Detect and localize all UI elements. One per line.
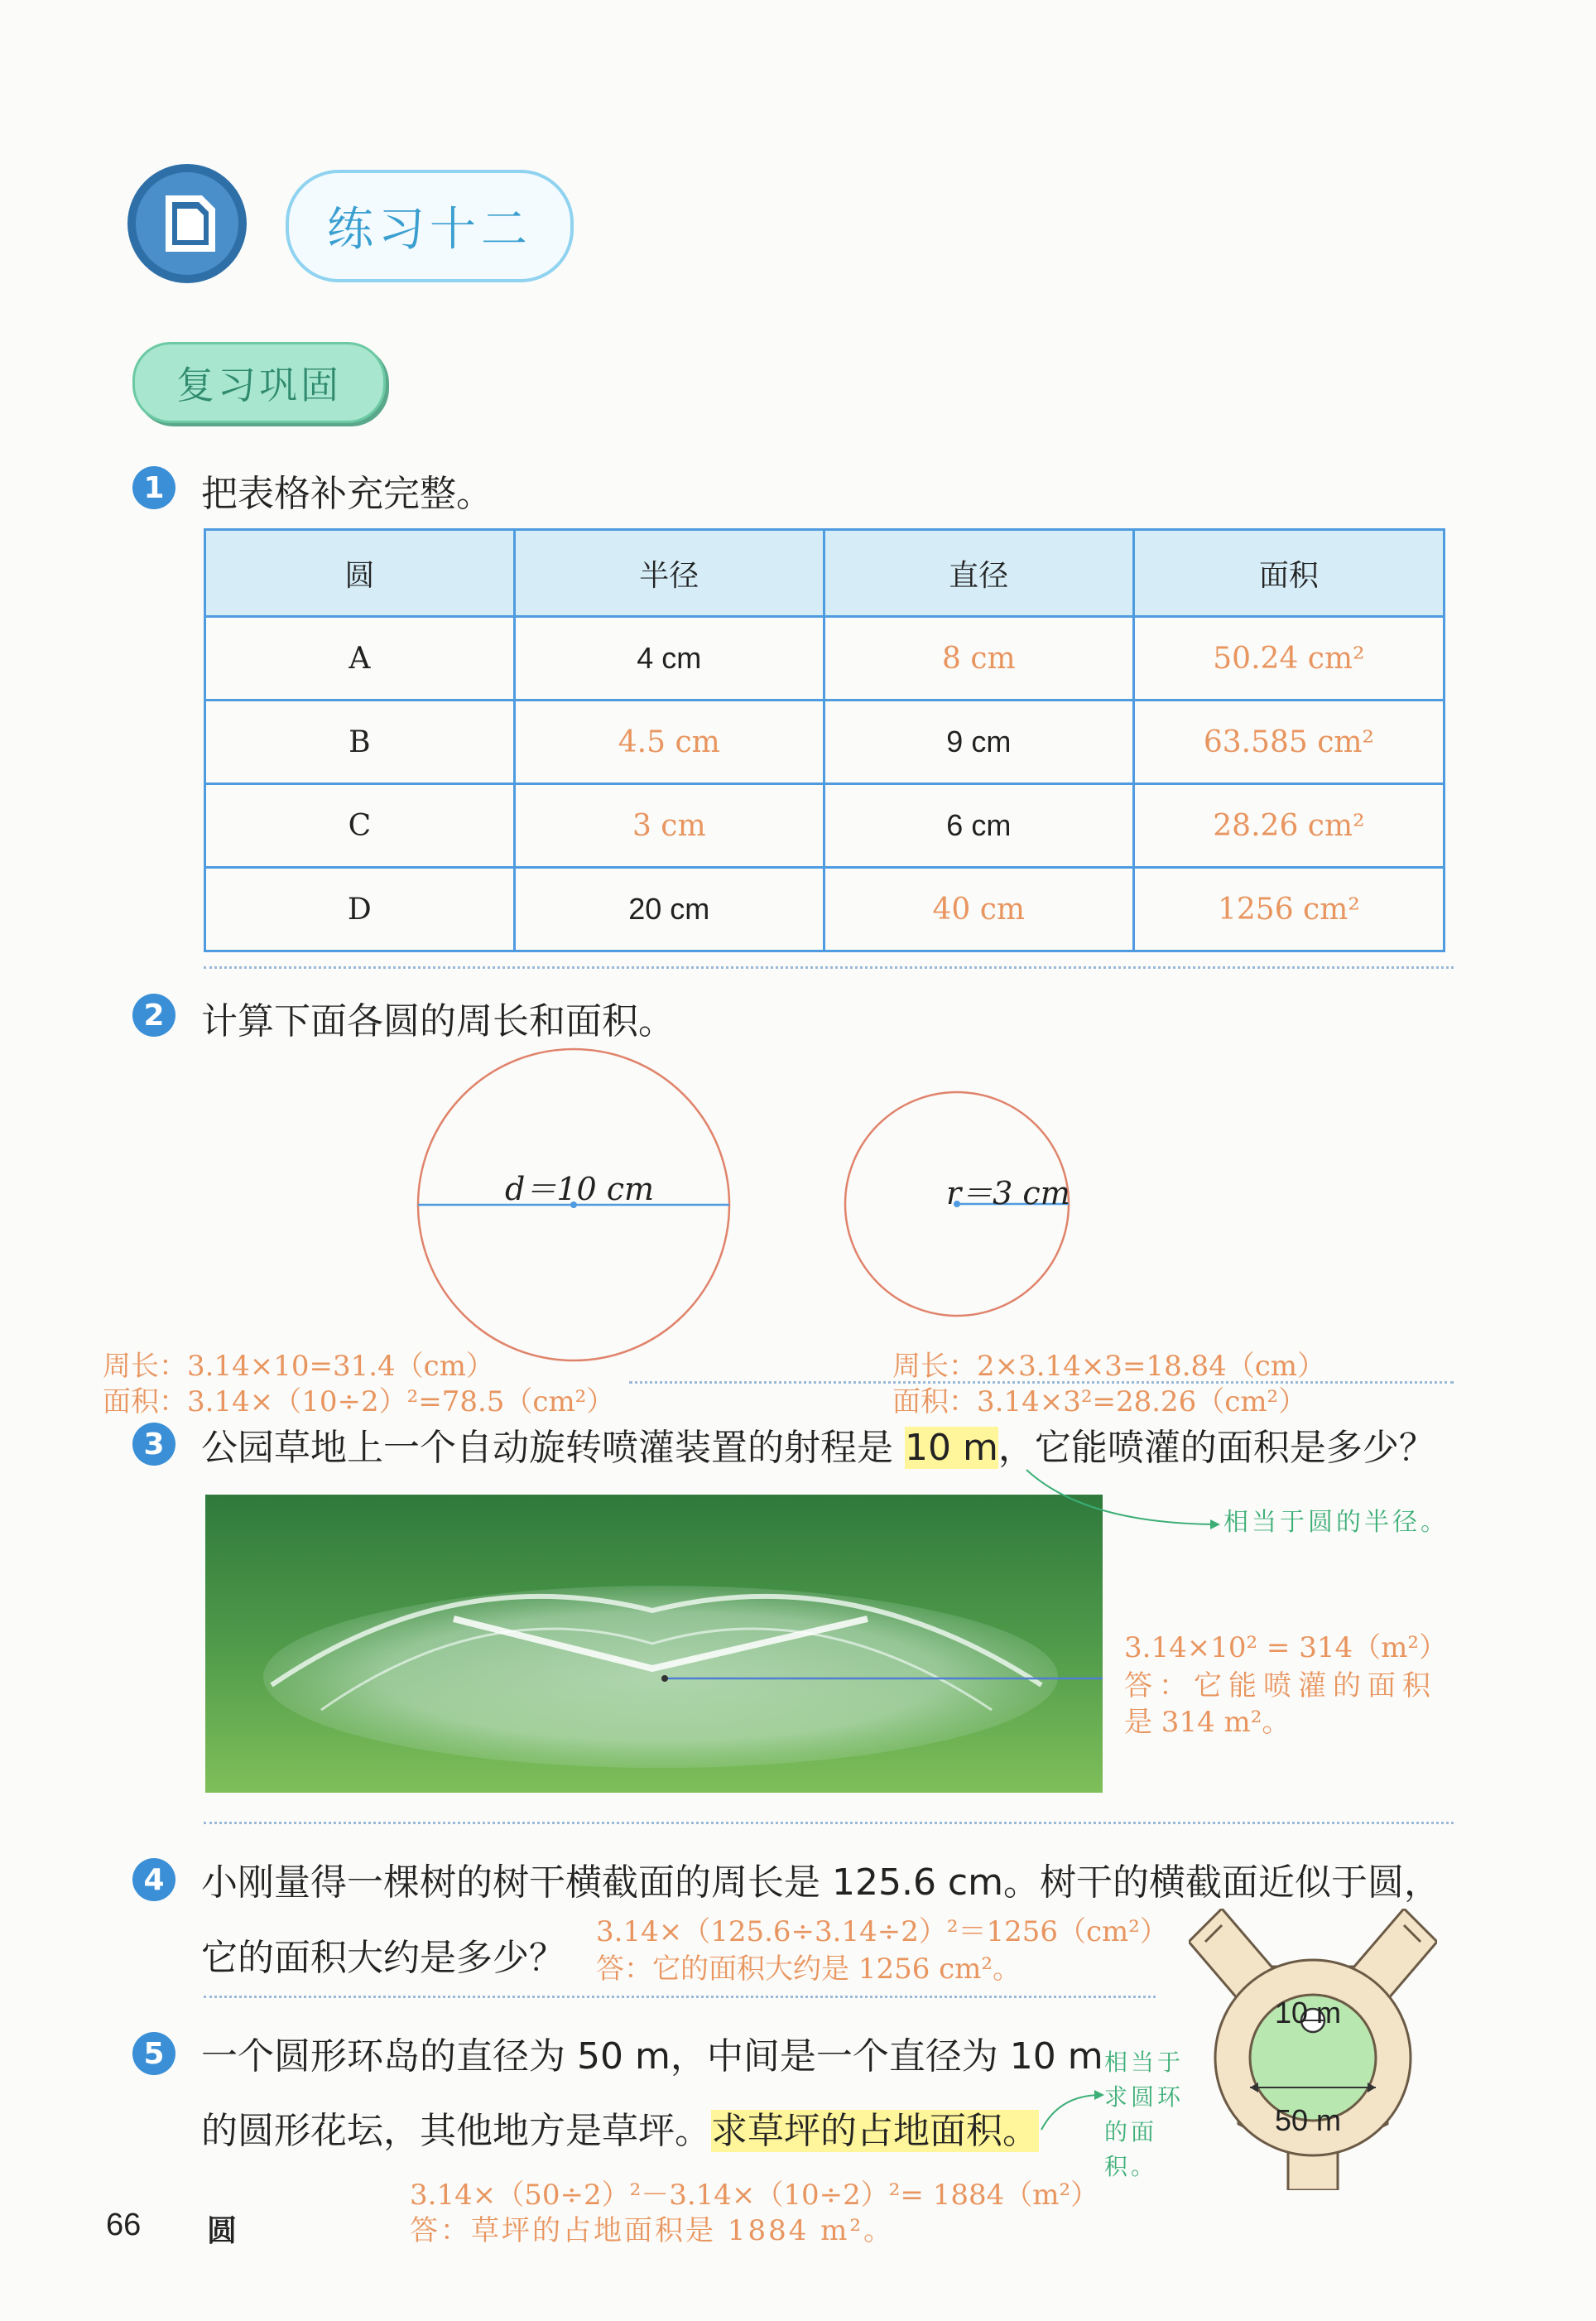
- q5-note: 相当于求圆环的面积。: [1104, 2049, 1185, 2180]
- divider: [629, 1381, 1454, 1384]
- section-badge-text: 复习巩固: [176, 363, 342, 407]
- note-arrow: [1035, 2087, 1109, 2136]
- question-3-text-after: ，它能喷灌的面积是多少？: [997, 1427, 1435, 1469]
- diagram-inner-label: 10 m: [1275, 1996, 1342, 2030]
- question-2-text: 计算下面各圆的周长和面积。: [201, 1000, 675, 1043]
- table-cell-name: D: [205, 868, 515, 951]
- note-arrow: [1018, 1453, 1233, 1544]
- table-header-row: [205, 530, 1445, 617]
- question-4-line-1: 小刚量得一棵树的树干横截面的周长是 125.6 cm。树干的横截面近似于圆，: [201, 1861, 1440, 1904]
- divider: [204, 1822, 1454, 1824]
- q4-answer-line-2: 答：它的面积大约是 1256 cm²。: [596, 1953, 1022, 1986]
- question-number-3: 3: [132, 1423, 175, 1466]
- q3-answer-line-1: 3.14×10² = 314（m²）: [1124, 1631, 1447, 1664]
- table-cell-radius: 20 cm: [514, 868, 824, 951]
- question-5-line-2: [201, 2101, 1039, 2154]
- sprinkler-photo: [205, 1495, 1103, 1793]
- exercise-title-text: 练习十二: [327, 203, 532, 257]
- q3-answer-line-2: 答：它能喷灌的面积: [1124, 1669, 1437, 1702]
- q2-answer-2-area: 面积：3.14×3²=28.26（cm²）: [892, 1385, 1307, 1418]
- table-cell-area: 50.24 cm²: [1133, 617, 1444, 701]
- table-cell-name: A: [205, 617, 515, 701]
- page-number: 66: [106, 2208, 142, 2242]
- table-cell-diameter: 6 cm: [824, 784, 1133, 868]
- q4-answer-line-1: 3.14×（125.6÷3.14÷2）²＝1256（cm²）: [596, 1915, 1168, 1948]
- divider: [204, 966, 1454, 969]
- table-header: 面积: [1133, 530, 1444, 617]
- table-cell-diameter: 8 cm: [824, 617, 1133, 701]
- circle-diameter-diagram: [414, 1047, 737, 1370]
- chapter-label: 圆: [207, 2214, 238, 2248]
- table-cell-area: 63.585 cm²: [1133, 701, 1444, 784]
- table-row: [205, 868, 1445, 951]
- circle-table: [204, 528, 1445, 952]
- q5-answer-line-1: 3.14×（50÷2）²－3.14×（10÷2）²= 1884（m²）: [410, 2179, 1099, 2212]
- q3-answer-line-3: 是 314 m²。: [1124, 1706, 1291, 1739]
- question-5-line-1: 一个圆形环岛的直径为 50 m，中间是一个直径为 10 m: [201, 2035, 1103, 2078]
- question-1-text: 把表格补充完整。: [201, 473, 493, 515]
- table-cell-diameter: 9 cm: [824, 701, 1133, 784]
- table-header: 直径: [824, 530, 1133, 617]
- table-header: 半径: [514, 530, 824, 617]
- circle-1-label: d＝10 cm: [505, 1171, 655, 1207]
- q5-answer-line-2: 答：草坪的占地面积是 1884 m²。: [410, 2214, 895, 2247]
- table-cell-name: B: [205, 701, 515, 784]
- divider: [204, 1996, 1156, 1998]
- table-header: 圆: [205, 530, 515, 617]
- question-number-5: 5: [132, 2032, 175, 2075]
- exercise-title: [286, 170, 574, 282]
- question-3-text: [201, 1418, 1435, 1471]
- question-5-highlight: 求草坪的占地面积。: [711, 2110, 1039, 2152]
- table-cell-radius: 3 cm: [514, 784, 824, 868]
- section-badge: [132, 342, 386, 423]
- table-cell-diameter: 40 cm: [824, 868, 1133, 951]
- q2-answer-2-perimeter: 周长：2×3.14×3=18.84（cm）: [892, 1350, 1326, 1383]
- table-row: [205, 617, 1445, 701]
- table-cell-radius: 4.5 cm: [514, 701, 824, 784]
- question-number-2: 2: [132, 994, 175, 1037]
- q2-answer-1-perimeter: 周长：3.14×10=31.4（cm）: [103, 1350, 494, 1383]
- q2-answer-1-area: 面积：3.14×（10÷2）²=78.5（cm²）: [103, 1385, 615, 1418]
- table-cell-area: 1256 cm²: [1133, 868, 1444, 951]
- table-cell-radius: 4 cm: [514, 617, 824, 701]
- question-3-text-before: 公园草地上一个自动旋转喷灌装置的射程是: [201, 1427, 905, 1469]
- question-4-line-2: 它的面积大约是多少？: [201, 1937, 565, 1979]
- question-number-1: 1: [132, 466, 175, 509]
- question-number-4: 4: [132, 1858, 175, 1901]
- exercise-icon: [126, 162, 248, 285]
- table-row: [205, 784, 1445, 868]
- table-row: [205, 701, 1445, 784]
- question-3-highlight: 10 m: [905, 1427, 998, 1469]
- circle-2-label: r＝3 cm: [946, 1175, 1070, 1211]
- question-5-text-before: 的圆形花坛，其他地方是草坪。: [201, 2110, 711, 2152]
- q3-note: 相当于圆的半径。: [1223, 1508, 1449, 1537]
- table-cell-area: 28.26 cm²: [1133, 784, 1444, 868]
- diagram-outer-label: 50 m: [1275, 2103, 1342, 2137]
- roundabout-diagram: [1189, 1909, 1437, 2190]
- table-cell-name: C: [205, 784, 515, 868]
